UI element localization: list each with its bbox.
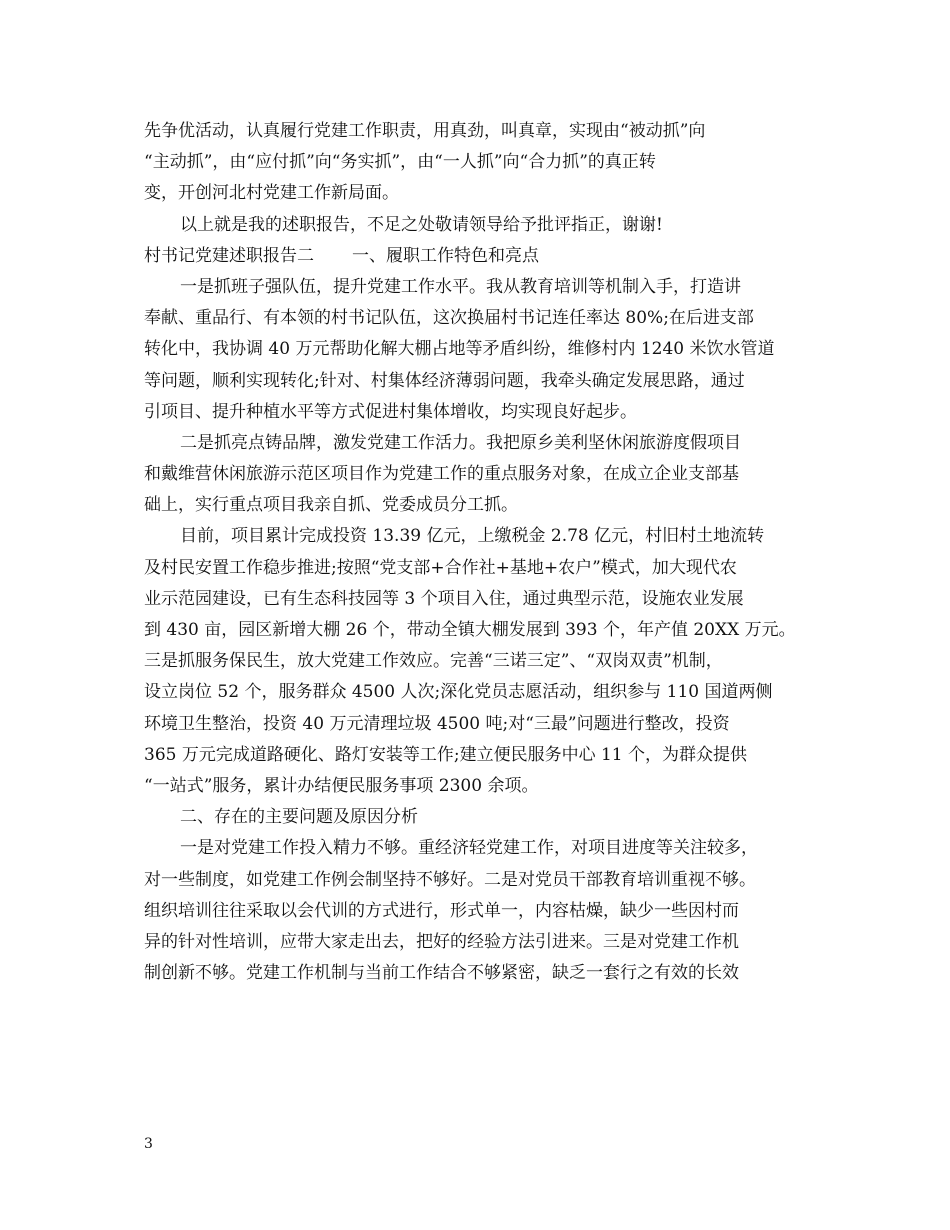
text-line: 制创新不够。党建工作机制与当前工作结合不够紧密，缺乏一套行之有效的长效	[144, 963, 739, 984]
text-line: 设立岗位 52 个，服务群众 4500 人次;深化党员志愿活动，组织参与 110 国道两侧	[144, 682, 773, 703]
text-line: 础上，实行重点项目我亲自抓、党委成员分工抓。	[144, 495, 518, 516]
report-title: 村书记党建述职报告二	[144, 245, 314, 266]
text-line: 和戴维营休闲旅游示范区项目作为党建工作的重点服务对象，在成立企业支部基	[144, 464, 739, 485]
text-line: 变，开创河北村党建工作新局面。	[144, 183, 399, 204]
report-heading-line	[144, 241, 834, 272]
text-line: 到 430 亩，园区新增大棚 26 个，带动全镇大棚发展到 393 个，年产值 20XX 万元。	[144, 620, 796, 640]
section-one-heading: 一、履职工作特色和亮点	[352, 245, 539, 266]
text-line: 转化中，我协调 40 万元帮助化解大棚占地等矛盾纠纷，维修村内 1240 米饮水管道	[144, 339, 775, 360]
document-body	[144, 116, 834, 989]
text-line: 业示范园建设，已有生态科技园等 3 个项目入住，通过典型示范，设施农业发展	[144, 588, 744, 609]
text-line: “主动抓”，由“应付抓”向“务实抓”，由“一人抓”向“合力抓”的真正转	[144, 152, 656, 173]
text-line: 一是对党建工作投入精力不够。重经济轻党建工作，对项目进度等关注较多，	[180, 838, 758, 859]
text-line: 一是抓班子强队伍，提升党建工作水平。我从教育培训等机制入手，打造讲	[180, 276, 741, 297]
text-line: 引项目、提升种植水平等方式促进村集体增收，均实现良好起步。	[144, 401, 637, 422]
text-line: 目前，项目累计完成投资 13.39 亿元，上缴税金 2.78 亿元，村旧村土地流转	[180, 526, 765, 547]
text-line: 等问题，顺利实现转化;针对、村集体经济薄弱问题，我牵头确定发展思路，通过	[144, 370, 745, 391]
page-number: 3	[144, 1136, 153, 1152]
text-line: 环境卫生整治，投资 40 万元清理垃圾 4500 吨;对“三最”问题进行整改，投资	[144, 713, 730, 734]
text-line: 365 万元完成道路硬化、路灯安装等工作;建立便民服务中心 11 个，为群众提供	[144, 744, 748, 765]
text-line: 异的针对性培训，应带大家走出去，把好的经验方法引进来。三是对党建工作机	[144, 931, 739, 952]
text-line: 先争优活动，认真履行党建工作职责，用真劲，叫真章，实现由“被动抓”向	[144, 121, 706, 141]
text-line: 二是抓亮点铸品牌，激发党建工作活力。我把原乡美利坚休闲旅游度假项目	[180, 432, 741, 453]
closing-statement: 以上就是我的述职报告，不足之处敬请领导给予批评指正，谢谢!	[180, 214, 663, 235]
section-two-heading: 二、存在的主要问题及原因分析	[180, 807, 418, 828]
text-line: 奉献、重品行、有本领的村书记队伍，这次换届村书记连任率达 80%;在后进支部	[144, 308, 754, 329]
text-line: 三是抓服务保民生，放大党建工作效应。完善“三诺三定”、“双岗双责”机制，	[144, 651, 723, 672]
text-line: “一站式”服务，累计办结便民服务事项 2300 余项。	[144, 775, 539, 796]
text-line: 及村民安置工作稳步推进;按照“党支部+合作社+基地+农户”模式，加大现代农	[144, 557, 737, 578]
text-line: 组织培训往往采取以会代训的方式进行，形式单一，内容枯燥，缺少一些因村而	[144, 900, 739, 921]
text-line: 对一些制度，如党建工作例会制坚持不够好。二是对党员干部教育培训重视不够。	[144, 869, 756, 890]
